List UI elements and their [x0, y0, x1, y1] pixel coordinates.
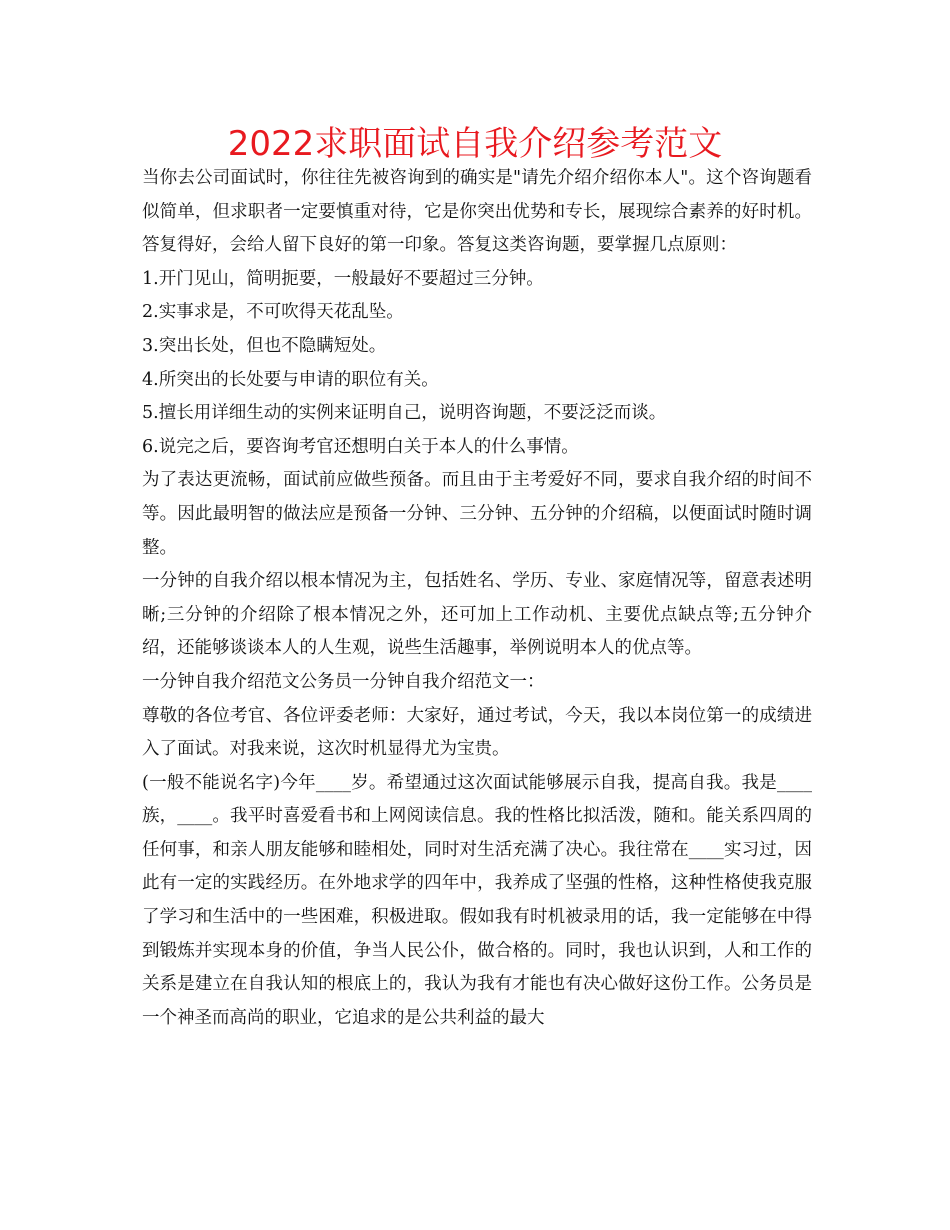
greeting-paragraph: 尊敬的各位考官、各位评委老师：大家好，通过考试，今天，我以本岗位第一的成绩进入了面试。对我来说，这次时机显得尤为宝贵。 [142, 705, 812, 760]
intro-paragraph: 当你去公司面试时，你往往先被咨询到的确实是"请先介绍介绍你本人"。这个咨询题看似简单，但求职者一定要慎重对待，它是你突出优势和专长，展现综合素养的好时机。答复得好，会给人留下良好的第一印象。答复这类咨询题，要掌握几点原则： [142, 168, 812, 256]
principle-item-5: 5.擅长用详细生动的实例来证明自己，说明咨询题，不要泛泛而谈。 [142, 403, 667, 424]
preparation-paragraph: 为了表达更流畅，面试前应做些预备。而且由于主考爱好不同，要求自我介绍的时间不等。因此最明智的做法应是预备一分钟、三分钟、五分钟的介绍稿，以便面试时随时调整。 [142, 470, 812, 558]
duration-paragraph: 一分钟的自我介绍以根本情况为主，包括姓名、学历、专业、家庭情况等，留意表述明晰;三分钟的介绍除了根本情况之外，还可加上工作动机、主要优点缺点等;五分钟介绍，还能够谈谈本人的人生观，说些生活趣事，举例说明本人的优点等。 [142, 571, 812, 659]
self-intro-paragraph: (一般不能说名字)今年____岁。希望通过这次面试能够展示自我，提高自我。我是____族，____。我平时喜爱看书和上网阅读信息。我的性格比拟活泼，随和。能关系四周的任何事，和亲人朋友能够和睦相处，同时对生活充满了决心。我往常在____实习过，因此有一定的实践经历。在外地求学的四年中，我养成了坚强的性格，这种性格使我克服了学习和生活中的一些困难，积极进取。假如我有时机被录用的话，我一定能够在中得到锻炼并实现本身的价值，争当人民公仆，做合格的。同时，我也认识到，人和工作的关系是建立在自我认知的根底上的，我认为我有才能也有决心做好这份工作。公务员是一个神圣而高尚的职业，它追求的是公共利益的最大 [142, 772, 812, 1028]
principle-item-3: 3.突出长处，但也不隐瞒短处。 [142, 335, 387, 356]
principle-item-4: 4.所突出的长处要与申请的职位有关。 [142, 369, 439, 390]
principle-item-2: 2.实事求是，不可吹得天花乱坠。 [142, 302, 404, 323]
document-body [142, 162, 812, 1035]
sample-heading: 一分钟自我介绍范文公务员一分钟自我介绍范文一： [142, 671, 545, 692]
document-title: 2022求职面试自我介绍参考范文 [227, 124, 723, 164]
principle-item-6: 6.说完之后，要咨询考官还想明白关于本人的什么事情。 [142, 436, 579, 457]
principle-item-1: 1.开门见山，简明扼要，一般最好不要超过三分钟。 [142, 268, 544, 289]
